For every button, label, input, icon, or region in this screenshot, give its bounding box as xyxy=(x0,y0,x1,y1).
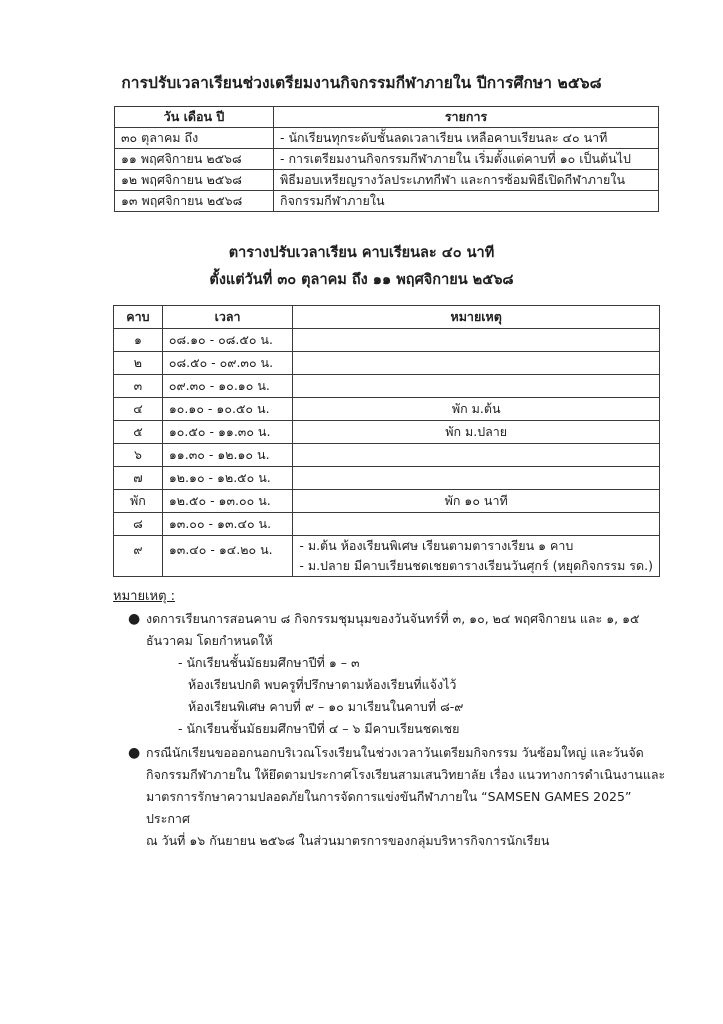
time-cell: ๑๒.๑๐ - ๑๒.๕๐ น. xyxy=(162,467,293,490)
note-line: กิจกรรมกีฬาภายใน ให้ยึดตามประกาศโรงเรียนสามเสนวิทยาลัย เรื่อง แนวทางการดำเนินงานและ xyxy=(146,767,666,782)
table-row xyxy=(114,536,660,577)
time-cell: ๑๒.๕๐ - ๑๓.๐๐ น. xyxy=(162,490,293,513)
table-row xyxy=(115,149,659,170)
date-cell: ๑๑ พฤศจิกายน ๒๕๖๘ xyxy=(115,149,274,170)
note-line: ธันวาคม โดยกำหนดให้ xyxy=(146,633,273,648)
date-cell: ๑๓ พฤศจิกายน ๒๕๖๘ xyxy=(115,191,274,212)
note-line: ห้องเรียนปกติ พบครูที่ปรึกษาตามห้องเรียนที่แจ้งไว้ xyxy=(188,677,457,692)
period-cell: ๕ xyxy=(114,421,163,444)
time-cell: ๐๘.๑๐ - ๐๘.๕๐ น. xyxy=(162,329,293,352)
table-row xyxy=(114,352,660,375)
table-header-row xyxy=(114,306,660,329)
header-note: หมายเหตุ xyxy=(293,306,660,329)
period-cell: ๙ xyxy=(114,536,163,577)
note-bullet xyxy=(128,742,668,852)
table-row xyxy=(114,421,660,444)
time-cell: ๑๐.๕๐ - ๑๑.๓๐ น. xyxy=(162,421,293,444)
date-cell: ๑๒ พฤศจิกายน ๒๕๖๘ xyxy=(115,170,274,191)
time-cell: ๐๙.๓๐ - ๑๐.๑๐ น. xyxy=(162,375,293,398)
time-cell: ๑๑.๓๐ - ๑๒.๑๐ น. xyxy=(162,444,293,467)
item-cell: - นักเรียนทุกระดับชั้นลดเวลาเรียน เหลือคาบเรียนละ ๔๐ นาที xyxy=(274,128,659,149)
table-row xyxy=(114,375,660,398)
note-cell xyxy=(293,536,660,577)
item-cell: พิธีมอบเหรียญรางวัลประเภทกีฬา และการซ้อมพิธีเปิดกีฬาภายใน xyxy=(274,170,659,191)
document-title: การปรับเวลาเรียนช่วงเตรียมงานกิจกรรมกีฬาภายใน ปีการศึกษา ๒๕๖๘ xyxy=(121,74,602,92)
bullet-icon: ● xyxy=(128,611,141,627)
time-cell: ๑๐.๑๐ - ๑๐.๕๐ น. xyxy=(162,398,293,421)
table-row xyxy=(114,467,660,490)
note-line: งดการเรียนการสอนคาบ ๘ กิจกรรมชุมนุมของวันจันทร์ที่ ๓, ๑๐, ๒๔ พฤศจิกายน และ ๑, ๑๕ xyxy=(146,611,640,626)
period-cell: ๔ xyxy=(114,398,163,421)
table-row xyxy=(115,170,659,191)
note-line: - ม.ต้น ห้องเรียนพิเศษ เรียนตามตารางเรียน ๑ คาบ xyxy=(299,538,574,553)
item-cell: กิจกรรมกีฬาภายใน xyxy=(274,191,659,212)
table-header-row xyxy=(115,107,659,128)
note-cell xyxy=(293,467,660,490)
bullet-icon: ● xyxy=(128,745,141,761)
note-line: - ม.ปลาย มีคาบเรียนชดเชยตารางเรียนวันศุกร์ (หยุดกิจกรรม รด.) xyxy=(299,558,653,573)
time-cell: ๐๘.๕๐ - ๐๙.๓๐ น. xyxy=(162,352,293,375)
table-row xyxy=(114,444,660,467)
note-cell xyxy=(293,444,660,467)
header-time: เวลา xyxy=(162,306,293,329)
note-cell xyxy=(293,352,660,375)
period-cell: ๖ xyxy=(114,444,163,467)
note-cell: พัก ม.ปลาย xyxy=(293,421,660,444)
note-bullet xyxy=(128,608,668,740)
period-cell: ๒ xyxy=(114,352,163,375)
period-cell: ๘ xyxy=(114,513,163,536)
header-period: คาบ xyxy=(114,306,163,329)
note-line: - นักเรียนชั้นมัธยมศึกษาปีที่ ๑ – ๓ xyxy=(178,655,360,670)
note-line: มาตรการรักษาความปลอดภัยในการจัดการแข่งขันกีฬาภายใน “SAMSEN GAMES 2025” ประกาศ xyxy=(146,789,632,826)
note-cell: พัก ม.ต้น xyxy=(293,398,660,421)
note-line: - นักเรียนชั้นมัธยมศึกษาปีที่ ๔ – ๖ มีคาบเรียนชดเชย xyxy=(178,721,460,736)
period-timetable xyxy=(113,305,660,577)
time-cell: ๑๓.๐๐ - ๑๓.๔๐ น. xyxy=(162,513,293,536)
header-date: วัน เดือน ปี xyxy=(115,107,274,128)
timetable-subtitle: ตั้งแต่วันที่ ๓๐ ตุลาคม ถึง ๑๑ พฤศจิกายน ๒๕๖๘ xyxy=(209,272,514,288)
table-row xyxy=(115,128,659,149)
note-line: ห้องเรียนพิเศษ คาบที่ ๙ – ๑๐ มาเรียนในคาบที่ ๘-๙ xyxy=(188,699,464,714)
table-row xyxy=(114,513,660,536)
table-row xyxy=(114,490,660,513)
period-cell: ๓ xyxy=(114,375,163,398)
notes-heading: หมายเหตุ : xyxy=(113,589,176,604)
note-line: กรณีนักเรียนขอออกนอกบริเวณโรงเรียนในช่วงเวลาวันเตรียมกิจกรรม วันซ้อมใหญ่ และวันจัด xyxy=(146,745,644,760)
period-cell: ๗ xyxy=(114,467,163,490)
time-cell: ๑๓.๔๐ - ๑๔.๒๐ น. xyxy=(162,536,293,577)
period-cell: พัก xyxy=(114,490,163,513)
header-item: รายการ xyxy=(274,107,659,128)
schedule-summary-table xyxy=(114,106,659,212)
period-cell: ๑ xyxy=(114,329,163,352)
note-cell xyxy=(293,513,660,536)
table-row xyxy=(114,398,660,421)
table-row xyxy=(115,191,659,212)
date-cell: ๓๐ ตุลาคม ถึง xyxy=(115,128,274,149)
item-cell: - การเตรียมงานกิจกรรมกีฬาภายใน เริ่มตั้งแต่คาบที่ ๑๐ เป็นต้นไป xyxy=(274,149,659,170)
note-cell xyxy=(293,375,660,398)
note-line: ณ วันที่ ๑๖ กันยายน ๒๕๖๘ ในส่วนมาตรการของกลุ่มบริหารกิจการนักเรียน xyxy=(146,833,550,848)
timetable-title: ตารางปรับเวลาเรียน คาบเรียนละ ๔๐ นาที xyxy=(228,245,495,261)
note-cell: พัก ๑๐ นาที xyxy=(293,490,660,513)
notes-list xyxy=(128,608,668,852)
note-cell xyxy=(293,329,660,352)
table-row xyxy=(114,329,660,352)
